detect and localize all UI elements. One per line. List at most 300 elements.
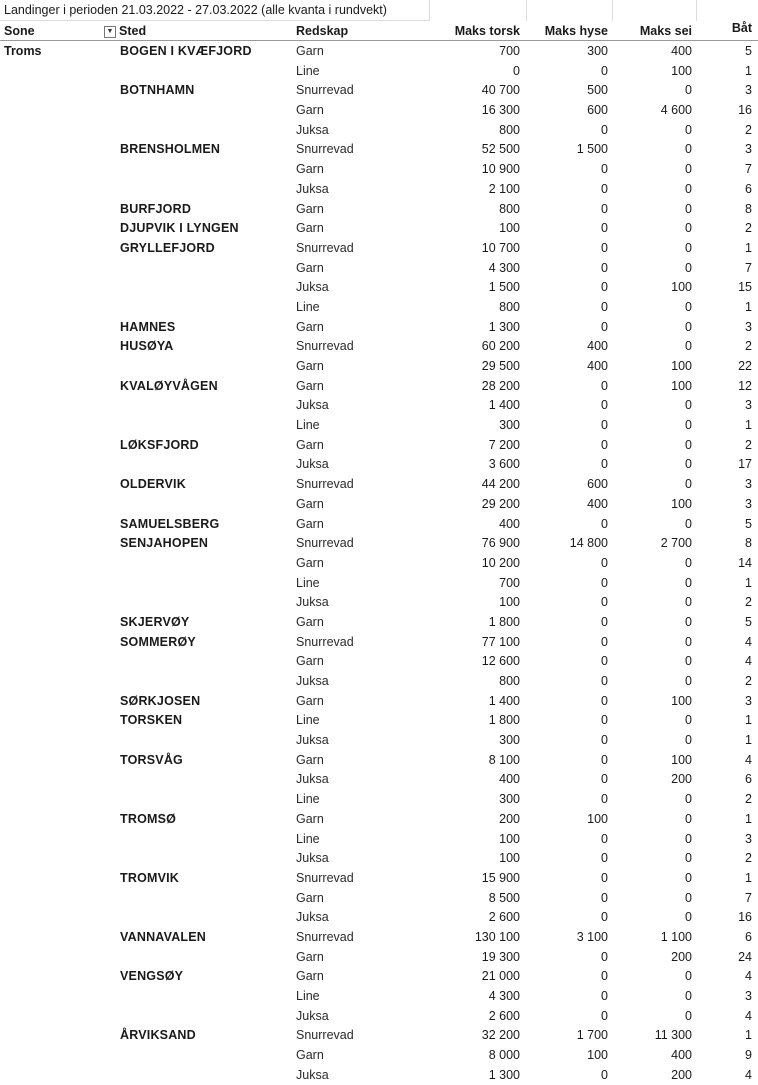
gear-cell[interactable]: Garn (296, 654, 324, 669)
max-saithe-cell[interactable]: 100 (671, 693, 692, 708)
boat-count-cell[interactable]: 1 (745, 1028, 752, 1043)
max-haddock-cell[interactable]: 0 (601, 910, 608, 925)
max-saithe-cell[interactable]: 200 (671, 1067, 692, 1082)
header-redskap[interactable]: Redskap (296, 24, 349, 38)
boat-count-cell[interactable]: 1 (745, 418, 752, 433)
place-cell[interactable]: VENGSØY (120, 969, 184, 984)
max-saithe-cell[interactable]: 400 (671, 1048, 692, 1063)
boat-count-cell[interactable]: 2 (745, 122, 752, 137)
gear-cell[interactable]: Garn (296, 1048, 324, 1063)
gear-cell[interactable]: Garn (296, 201, 324, 216)
max-saithe-cell[interactable]: 0 (685, 240, 692, 255)
boat-count-cell[interactable]: 2 (745, 437, 752, 452)
max-saithe-cell[interactable]: 0 (685, 477, 692, 492)
max-haddock-cell[interactable]: 0 (601, 162, 608, 177)
max-haddock-cell[interactable]: 0 (601, 989, 608, 1003)
boat-count-cell[interactable]: 7 (745, 890, 752, 905)
gear-cell[interactable]: Juksa (296, 910, 329, 925)
max-haddock-cell[interactable]: 0 (601, 614, 608, 629)
boat-count-cell[interactable]: 3 (745, 496, 752, 511)
place-cell[interactable]: BOTNHAMN (120, 83, 195, 98)
boat-count-cell[interactable]: 14 (738, 555, 752, 570)
gear-cell[interactable]: Juksa (296, 1008, 329, 1023)
place-cell[interactable]: SOMMERØY (120, 634, 196, 649)
max-haddock-cell[interactable]: 0 (601, 181, 608, 196)
max-haddock-cell[interactable]: 0 (601, 398, 608, 413)
gear-cell[interactable]: Garn (296, 614, 324, 629)
max-haddock-cell[interactable]: 0 (601, 674, 608, 688)
max-cod-cell[interactable]: 100 (499, 595, 520, 610)
gear-cell[interactable]: Line (296, 575, 320, 590)
boat-count-cell[interactable]: 22 (738, 359, 752, 373)
max-cod-cell[interactable]: 77 100 (481, 634, 520, 649)
place-cell[interactable]: GRYLLEFJORD (120, 240, 215, 255)
gear-cell[interactable]: Snurrevad (296, 477, 354, 492)
gear-cell[interactable]: Garn (296, 378, 324, 393)
boat-count-cell[interactable]: 3 (745, 83, 752, 98)
max-saithe-cell[interactable]: 0 (685, 792, 692, 807)
max-cod-cell[interactable]: 28 200 (481, 378, 520, 393)
max-cod-cell[interactable]: 21 000 (481, 969, 520, 984)
gear-cell[interactable]: Snurrevad (296, 83, 354, 98)
boat-count-cell[interactable]: 3 (745, 398, 752, 413)
place-cell[interactable]: VANNAVALEN (120, 929, 207, 944)
gear-cell[interactable]: Line (296, 299, 320, 314)
max-cod-cell[interactable]: 800 (499, 122, 520, 137)
max-saithe-cell[interactable]: 0 (685, 260, 692, 275)
gear-cell[interactable]: Juksa (296, 122, 329, 137)
max-cod-cell[interactable]: 1 400 (488, 398, 520, 413)
place-cell[interactable]: TORSKEN (120, 713, 183, 728)
gear-cell[interactable]: Line (296, 713, 320, 728)
place-cell[interactable]: BRENSHOLMEN (120, 142, 221, 157)
gear-cell[interactable]: Juksa (296, 851, 329, 866)
boat-count-cell[interactable]: 8 (745, 536, 752, 551)
place-cell[interactable]: SKJERVØY (120, 614, 190, 629)
place-cell[interactable]: TORSVÅG (120, 752, 183, 767)
max-saithe-cell[interactable]: 200 (671, 772, 692, 787)
max-saithe-cell[interactable]: 100 (671, 496, 692, 511)
max-cod-cell[interactable]: 1 300 (488, 1067, 520, 1082)
max-saithe-cell[interactable]: 0 (685, 457, 692, 472)
gear-cell[interactable]: Line (296, 831, 320, 846)
max-haddock-cell[interactable]: 0 (601, 595, 608, 610)
boat-count-cell[interactable]: 7 (745, 260, 752, 275)
max-saithe-cell[interactable]: 0 (685, 674, 692, 688)
gear-cell[interactable]: Juksa (296, 1067, 329, 1082)
max-haddock-cell[interactable]: 0 (601, 457, 608, 472)
place-cell[interactable]: ÅRVIKSAND (120, 1028, 196, 1043)
max-cod-cell[interactable]: 19 300 (481, 949, 520, 964)
boat-count-cell[interactable]: 6 (745, 929, 752, 944)
max-saithe-cell[interactable]: 100 (671, 359, 692, 373)
max-saithe-cell[interactable]: 1 100 (660, 929, 692, 944)
boat-count-cell[interactable]: 2 (745, 674, 752, 688)
max-saithe-cell[interactable]: 0 (685, 83, 692, 98)
max-cod-cell[interactable]: 1 300 (488, 319, 520, 334)
gear-cell[interactable]: Juksa (296, 280, 329, 295)
max-saithe-cell[interactable]: 0 (685, 319, 692, 334)
gear-cell[interactable]: Garn (296, 44, 324, 58)
max-cod-cell[interactable]: 100 (499, 221, 520, 236)
max-cod-cell[interactable]: 3 600 (488, 457, 520, 472)
header-maks-hyse[interactable]: Maks hyse (544, 24, 608, 38)
header-bat[interactable]: Båt (731, 21, 752, 35)
max-cod-cell[interactable]: 800 (499, 674, 520, 688)
max-haddock-cell[interactable]: 0 (601, 437, 608, 452)
boat-count-cell[interactable]: 1 (745, 811, 752, 826)
max-saithe-cell[interactable]: 4 600 (660, 103, 692, 118)
max-haddock-cell[interactable]: 100 (587, 811, 608, 826)
max-cod-cell[interactable]: 10 900 (481, 162, 520, 177)
max-cod-cell[interactable]: 8 100 (488, 752, 520, 767)
max-haddock-cell[interactable]: 0 (601, 890, 608, 905)
gear-cell[interactable]: Snurrevad (296, 870, 354, 885)
gear-cell[interactable]: Line (296, 418, 320, 433)
max-cod-cell[interactable]: 2 600 (488, 910, 520, 925)
place-cell[interactable]: BOGEN I KVÆFJORD (120, 44, 252, 58)
max-haddock-cell[interactable]: 0 (601, 634, 608, 649)
boat-count-cell[interactable]: 4 (745, 654, 752, 669)
max-saithe-cell[interactable]: 0 (685, 713, 692, 728)
max-cod-cell[interactable]: 1 800 (488, 614, 520, 629)
max-saithe-cell[interactable]: 0 (685, 654, 692, 669)
boat-count-cell[interactable]: 3 (745, 989, 752, 1003)
max-haddock-cell[interactable]: 400 (587, 339, 608, 354)
max-saithe-cell[interactable]: 0 (685, 851, 692, 866)
max-haddock-cell[interactable]: 1 500 (576, 142, 608, 157)
max-haddock-cell[interactable]: 0 (601, 240, 608, 255)
gear-cell[interactable]: Garn (296, 496, 324, 511)
max-cod-cell[interactable]: 12 600 (481, 654, 520, 669)
max-haddock-cell[interactable]: 0 (601, 1067, 608, 1082)
max-saithe-cell[interactable]: 0 (685, 299, 692, 314)
gear-cell[interactable]: Snurrevad (296, 1028, 354, 1043)
max-cod-cell[interactable]: 130 100 (474, 929, 520, 944)
max-haddock-cell[interactable]: 0 (601, 280, 608, 295)
boat-count-cell[interactable]: 24 (738, 949, 752, 964)
max-saithe-cell[interactable]: 0 (685, 811, 692, 826)
place-cell[interactable]: BURFJORD (120, 201, 192, 216)
max-haddock-cell[interactable]: 600 (587, 103, 608, 118)
boat-count-cell[interactable]: 3 (745, 693, 752, 708)
max-cod-cell[interactable]: 100 (499, 831, 520, 846)
max-cod-cell[interactable]: 29 200 (481, 496, 520, 511)
max-cod-cell[interactable]: 76 900 (481, 536, 520, 551)
max-haddock-cell[interactable]: 0 (601, 752, 608, 767)
max-haddock-cell[interactable]: 0 (601, 63, 608, 78)
max-haddock-cell[interactable]: 400 (587, 496, 608, 511)
boat-count-cell[interactable]: 3 (745, 319, 752, 334)
table-row (0, 652, 758, 672)
boat-count-cell[interactable]: 6 (745, 772, 752, 787)
boat-count-cell[interactable]: 16 (738, 103, 752, 118)
gear-cell[interactable]: Garn (296, 890, 324, 905)
place-cell[interactable]: SØRKJOSEN (120, 693, 201, 708)
max-saithe-cell[interactable]: 0 (685, 181, 692, 196)
max-saithe-cell[interactable]: 0 (685, 634, 692, 649)
max-haddock-cell[interactable]: 0 (601, 969, 608, 984)
gear-cell[interactable]: Snurrevad (296, 634, 354, 649)
max-haddock-cell[interactable]: 500 (587, 83, 608, 98)
max-cod-cell[interactable]: 1 500 (488, 280, 520, 295)
max-saithe-cell[interactable]: 0 (685, 910, 692, 925)
max-haddock-cell[interactable]: 0 (601, 201, 608, 216)
max-saithe-cell[interactable]: 11 300 (654, 1028, 692, 1043)
place-cell[interactable]: OLDERVIK (120, 477, 186, 492)
place-cell[interactable]: TROMVIK (120, 870, 180, 885)
max-cod-cell[interactable]: 1 400 (488, 693, 520, 708)
boat-count-cell[interactable]: 3 (745, 831, 752, 846)
boat-count-cell[interactable]: 2 (745, 595, 752, 610)
max-haddock-cell[interactable]: 0 (601, 319, 608, 334)
max-saithe-cell[interactable]: 0 (685, 1008, 692, 1023)
gear-cell[interactable]: Garn (296, 260, 324, 275)
gear-cell[interactable]: Juksa (296, 733, 329, 748)
max-haddock-cell[interactable]: 0 (601, 851, 608, 866)
max-haddock-cell[interactable]: 0 (601, 1008, 608, 1023)
max-haddock-cell[interactable]: 0 (601, 122, 608, 137)
max-cod-cell[interactable]: 32 200 (481, 1028, 520, 1043)
max-haddock-cell[interactable]: 0 (601, 516, 608, 531)
max-haddock-cell[interactable]: 0 (601, 949, 608, 964)
gear-cell[interactable]: Snurrevad (296, 339, 354, 354)
gear-cell[interactable]: Juksa (296, 457, 329, 472)
max-haddock-cell[interactable]: 0 (601, 555, 608, 570)
gear-cell[interactable]: Garn (296, 516, 324, 531)
max-saithe-cell[interactable]: 0 (685, 142, 692, 157)
header-sone[interactable]: Sone (4, 24, 35, 38)
boat-count-cell[interactable]: 4 (745, 752, 752, 767)
boat-count-cell[interactable]: 5 (745, 44, 752, 58)
max-saithe-cell[interactable]: 100 (671, 752, 692, 767)
gear-cell[interactable]: Snurrevad (296, 240, 354, 255)
boat-count-cell[interactable]: 2 (745, 792, 752, 807)
zone-cell[interactable]: Troms (4, 44, 42, 58)
gear-cell[interactable]: Garn (296, 811, 324, 826)
max-saithe-cell[interactable]: 0 (685, 989, 692, 1003)
gear-cell[interactable]: Garn (296, 103, 324, 118)
max-cod-cell[interactable]: 4 300 (488, 260, 520, 275)
place-cell[interactable]: LØKSFJORD (120, 437, 199, 452)
max-haddock-cell[interactable]: 400 (587, 359, 608, 373)
gear-cell[interactable]: Garn (296, 319, 324, 334)
max-saithe-cell[interactable]: 0 (685, 831, 692, 846)
gear-cell[interactable]: Line (296, 792, 320, 807)
gear-cell[interactable]: Snurrevad (296, 929, 354, 944)
header-maks-torsk[interactable]: Maks torsk (454, 24, 520, 38)
gear-cell[interactable]: Snurrevad (296, 142, 354, 157)
gear-cell[interactable]: Snurrevad (296, 536, 354, 551)
max-cod-cell[interactable]: 8 500 (488, 890, 520, 905)
gear-cell[interactable]: Juksa (296, 181, 329, 196)
max-saithe-cell[interactable]: 0 (685, 575, 692, 590)
max-cod-cell[interactable]: 7 200 (488, 437, 520, 452)
boat-count-cell[interactable]: 1 (745, 299, 752, 314)
boat-count-cell[interactable]: 7 (745, 162, 752, 177)
max-haddock-cell[interactable]: 0 (601, 260, 608, 275)
max-cod-cell[interactable]: 0 (513, 63, 520, 78)
max-haddock-cell[interactable]: 0 (601, 418, 608, 433)
max-haddock-cell[interactable]: 0 (601, 693, 608, 708)
max-saithe-cell[interactable]: 2 700 (660, 536, 692, 551)
boat-count-cell[interactable]: 8 (745, 201, 752, 216)
max-cod-cell[interactable]: 200 (499, 811, 520, 826)
max-saithe-cell[interactable]: 0 (685, 890, 692, 905)
max-saithe-cell[interactable]: 0 (685, 969, 692, 984)
max-saithe-cell[interactable]: 0 (685, 221, 692, 236)
gear-cell[interactable]: Juksa (296, 398, 329, 413)
max-saithe-cell[interactable]: 0 (685, 418, 692, 433)
max-haddock-cell[interactable]: 100 (587, 1048, 608, 1063)
boat-count-cell[interactable]: 1 (745, 713, 752, 728)
gear-cell[interactable]: Juksa (296, 674, 329, 688)
boat-count-cell[interactable]: 6 (745, 181, 752, 196)
gear-cell[interactable]: Garn (296, 693, 324, 708)
max-saithe-cell[interactable]: 400 (671, 44, 692, 58)
max-haddock-cell[interactable]: 0 (601, 221, 608, 236)
place-cell[interactable]: SAMUELSBERG (120, 516, 220, 531)
max-cod-cell[interactable]: 15 900 (481, 870, 520, 885)
max-cod-cell[interactable]: 10 700 (481, 240, 520, 255)
max-cod-cell[interactable]: 400 (499, 772, 520, 787)
gear-cell[interactable]: Juksa (296, 595, 329, 610)
max-cod-cell[interactable]: 60 200 (481, 339, 520, 354)
gear-cell[interactable]: Garn (296, 555, 324, 570)
max-saithe-cell[interactable]: 0 (685, 201, 692, 216)
gear-cell[interactable]: Garn (296, 221, 324, 236)
boat-count-cell[interactable]: 2 (745, 851, 752, 866)
max-cod-cell[interactable]: 700 (499, 44, 520, 58)
boat-count-cell[interactable]: 1 (745, 240, 752, 255)
max-cod-cell[interactable]: 800 (499, 299, 520, 314)
max-saithe-cell[interactable]: 100 (671, 378, 692, 393)
max-cod-cell[interactable]: 100 (499, 851, 520, 866)
boat-count-cell[interactable]: 1 (745, 733, 752, 748)
place-cell[interactable]: KVALØYVÅGEN (120, 378, 218, 393)
boat-count-cell[interactable]: 12 (738, 378, 752, 393)
gear-cell[interactable]: Garn (296, 162, 324, 177)
boat-count-cell[interactable]: 4 (745, 1067, 752, 1082)
max-saithe-cell[interactable]: 0 (685, 122, 692, 137)
place-cell[interactable]: TROMSØ (120, 811, 177, 826)
max-saithe-cell[interactable]: 0 (685, 595, 692, 610)
max-haddock-cell[interactable]: 0 (601, 792, 608, 807)
max-cod-cell[interactable]: 44 200 (481, 477, 520, 492)
max-saithe-cell[interactable]: 0 (685, 437, 692, 452)
boat-count-cell[interactable]: 9 (745, 1048, 752, 1063)
max-haddock-cell[interactable]: 300 (587, 44, 608, 58)
boat-count-cell[interactable]: 4 (745, 1008, 752, 1023)
place-cell[interactable]: SENJAHOPEN (120, 536, 209, 551)
boat-count-cell[interactable]: 2 (745, 221, 752, 236)
max-cod-cell[interactable]: 4 300 (488, 989, 520, 1003)
place-cell[interactable]: HUSØYA (120, 339, 174, 354)
gear-cell[interactable]: Juksa (296, 772, 329, 787)
max-cod-cell[interactable]: 8 000 (488, 1048, 520, 1063)
max-haddock-cell[interactable]: 0 (601, 299, 608, 314)
boat-count-cell[interactable]: 16 (738, 910, 752, 925)
max-saithe-cell[interactable]: 0 (685, 733, 692, 748)
max-cod-cell[interactable]: 300 (499, 733, 520, 748)
max-cod-cell[interactable]: 400 (499, 516, 520, 531)
max-cod-cell[interactable]: 2 100 (488, 181, 520, 196)
max-cod-cell[interactable]: 52 500 (481, 142, 520, 157)
max-cod-cell[interactable]: 300 (499, 792, 520, 807)
max-cod-cell[interactable]: 16 300 (481, 103, 520, 118)
boat-count-cell[interactable]: 2 (745, 339, 752, 354)
max-haddock-cell[interactable]: 0 (601, 378, 608, 393)
boat-count-cell[interactable]: 1 (745, 575, 752, 590)
max-haddock-cell[interactable]: 0 (601, 772, 608, 787)
boat-count-cell[interactable]: 3 (745, 142, 752, 157)
boat-count-cell[interactable]: 1 (745, 63, 752, 78)
max-saithe-cell[interactable]: 0 (685, 870, 692, 885)
gear-cell[interactable]: Garn (296, 969, 324, 984)
max-saithe-cell[interactable]: 100 (671, 280, 692, 295)
boat-count-cell[interactable]: 4 (745, 969, 752, 984)
max-haddock-cell[interactable]: 14 800 (569, 536, 608, 551)
max-saithe-cell[interactable]: 100 (671, 63, 692, 78)
max-saithe-cell[interactable]: 0 (685, 555, 692, 570)
boat-count-cell[interactable]: 17 (738, 457, 752, 472)
max-saithe-cell[interactable]: 0 (685, 516, 692, 531)
max-cod-cell[interactable]: 10 200 (481, 555, 520, 570)
max-saithe-cell[interactable]: 0 (685, 614, 692, 629)
max-saithe-cell[interactable]: 200 (671, 949, 692, 964)
header-maks-sei[interactable]: Maks sei (639, 24, 692, 38)
max-haddock-cell[interactable]: 3 100 (576, 929, 608, 944)
max-cod-cell[interactable]: 2 600 (488, 1008, 520, 1023)
max-cod-cell[interactable]: 800 (499, 201, 520, 216)
max-haddock-cell[interactable]: 600 (587, 477, 608, 492)
gear-cell[interactable]: Line (296, 63, 320, 78)
max-cod-cell[interactable]: 300 (499, 418, 520, 433)
max-cod-cell[interactable]: 29 500 (481, 359, 520, 373)
gear-cell[interactable]: Garn (296, 752, 324, 767)
gear-cell[interactable]: Line (296, 989, 320, 1003)
max-haddock-cell[interactable]: 1 700 (576, 1028, 608, 1043)
max-cod-cell[interactable]: 40 700 (481, 83, 520, 98)
boat-count-cell[interactable]: 5 (745, 614, 752, 629)
max-haddock-cell[interactable]: 0 (601, 654, 608, 669)
max-haddock-cell[interactable]: 0 (601, 575, 608, 590)
table-row (0, 278, 758, 298)
max-saithe-cell[interactable]: 0 (685, 398, 692, 413)
max-cod-cell[interactable]: 700 (499, 575, 520, 590)
gear-cell[interactable]: Garn (296, 437, 324, 452)
table-row (0, 298, 758, 318)
max-cod-cell[interactable]: 1 800 (488, 713, 520, 728)
gear-cell[interactable]: Garn (296, 949, 324, 964)
place-cell[interactable]: DJUPVIK I LYNGEN (120, 221, 239, 236)
max-saithe-cell[interactable]: 0 (685, 162, 692, 177)
max-saithe-cell[interactable]: 0 (685, 339, 692, 354)
boat-count-cell[interactable]: 3 (745, 477, 752, 492)
filter-icon[interactable]: ▼ (104, 26, 116, 38)
boat-count-cell[interactable]: 5 (745, 516, 752, 531)
max-haddock-cell[interactable]: 0 (601, 870, 608, 885)
boat-count-cell[interactable]: 15 (738, 280, 752, 295)
header-sted[interactable] (104, 22, 146, 40)
max-haddock-cell[interactable]: 0 (601, 713, 608, 728)
max-haddock-cell[interactable]: 0 (601, 733, 608, 748)
max-haddock-cell[interactable]: 0 (601, 831, 608, 846)
boat-count-cell[interactable]: 1 (745, 870, 752, 885)
boat-count-cell[interactable]: 4 (745, 634, 752, 649)
gear-cell[interactable]: Garn (296, 359, 324, 373)
place-cell[interactable]: HAMNES (120, 319, 176, 334)
